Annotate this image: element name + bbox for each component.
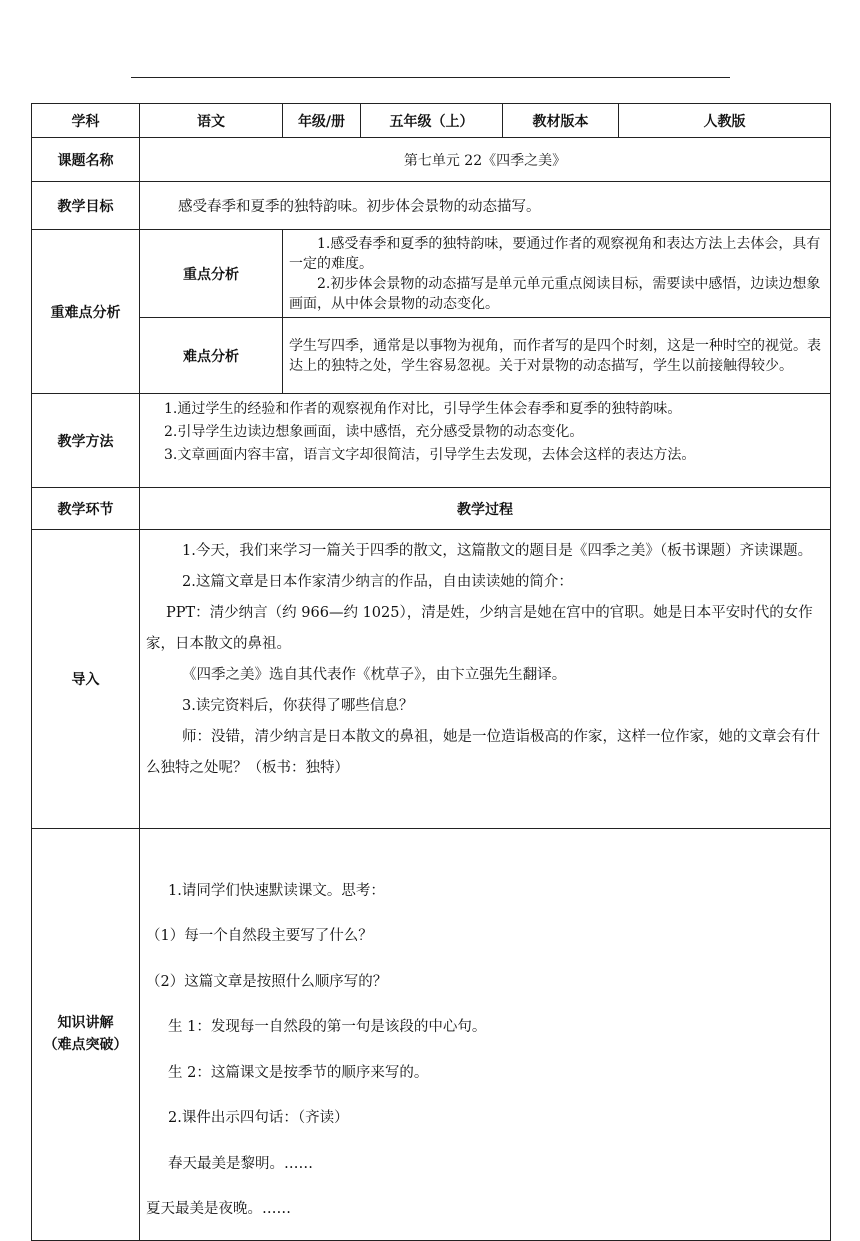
difficult-analysis-label: 难点分析: [140, 318, 283, 394]
knowledge-line: 1.请同学们快速默读课文。思考：: [168, 882, 385, 899]
section-label: 教学环节: [32, 488, 140, 530]
intro-paragraph: 《四季之美》选自其代表作《枕草子》，由卞立强先生翻译。: [182, 667, 567, 683]
key-analysis-line: 2.初步体会景物的动态描写是单元单元重点阅读目标，需要读中感悟，边读边想象画面，从中体会景物的动态变化。: [289, 275, 821, 312]
knowledge-label: [32, 829, 140, 1241]
difficult-analysis-row: [32, 318, 831, 394]
edition-value: 人教版: [619, 104, 831, 138]
method-list: [140, 394, 831, 488]
knowledge-line: 生 2：这篇课文是按季节的顺序来写的。: [168, 1064, 429, 1081]
difficult-analysis-text: 学生写四季，通常是以事物为视角，而作者写的是四个时刻，这是一种时空的视觉。表达上的独特之处，学生容易忽视。关于对景物的动态描写，学生以前接触得较少。: [283, 318, 831, 394]
goal-label: 教学目标: [32, 182, 140, 230]
key-analysis-label: 重点分析: [140, 230, 283, 318]
lesson-row: [32, 138, 831, 182]
intro-content: [140, 530, 831, 829]
knowledge-line: 夏天最美是夜晚。……: [146, 1201, 291, 1217]
goal-text: 感受春季和夏季的独特韵味。初步体会景物的动态描写。: [140, 182, 831, 230]
method-item: 1.通过学生的经验和作者的观察视角作对比，引导学生体会春季和夏季的独特韵味。: [164, 401, 682, 417]
method-item: 3.文章画面内容丰富，语言文字却很简洁，引导学生去发现，去体会这样的表达方法。: [164, 447, 696, 463]
subject-value: 语文: [140, 104, 283, 138]
lesson-title: 第七单元 22《四季之美》: [140, 138, 831, 182]
knowledge-label-line1: 知识讲解: [57, 1015, 114, 1032]
intro-paragraph: 2.这篇文章是日本作家清少纳言的作品，自由读读她的简介：: [182, 574, 573, 590]
intro-row: [32, 530, 831, 829]
intro-paragraph: PPT：清少纳言（约 966—约 1025），清是姓，少纳言是她在宫中的官职。她是日本平安时代的女作家，日本散文的鼻祖。: [146, 605, 813, 652]
process-header-row: [32, 488, 831, 530]
knowledge-row: [32, 829, 831, 1241]
lesson-label: 课题名称: [32, 138, 140, 182]
knowledge-content: [140, 829, 831, 1241]
knowledge-line: 春天最美是黎明。……: [168, 1155, 313, 1172]
method-item: 2.引导学生边读边想象画面，读中感悟，充分感受景物的动态变化。: [164, 424, 584, 440]
intro-label: 导入: [32, 530, 140, 829]
method-row: [32, 394, 831, 488]
intro-paragraph: 3.读完资料后，你获得了哪些信息？: [182, 698, 414, 714]
grade-label: 年级/册: [283, 104, 361, 138]
knowledge-label-line2: （难点突破）: [43, 1037, 128, 1054]
knowledge-line: 生 1：发现每一自然段的第一句是该段的中心句。: [168, 1019, 487, 1035]
intro-paragraph: 1.今天，我们来学习一篇关于四季的散文，这篇散文的题目是《四季之美》（板书课题）齐读课题。: [182, 543, 813, 559]
knowledge-line: （1）每一个自然段主要写了什么？: [146, 928, 373, 944]
method-label: 教学方法: [32, 394, 140, 488]
process-label: 教学过程: [140, 488, 831, 530]
lesson-plan-table: [31, 103, 831, 1241]
grade-value: 五年级（上）: [361, 104, 503, 138]
analysis-label: 重难点分析: [32, 230, 140, 394]
edition-label: 教材版本: [503, 104, 619, 138]
knowledge-line: （2）这篇文章是按照什么顺序写的？: [146, 973, 388, 990]
subject-label: 学科: [32, 104, 140, 138]
key-analysis-text: [283, 230, 831, 318]
key-analysis-line: 1.感受春季和夏季的独特韵味，要通过作者的观察视角和表达方法上去体会，具有一定的难度。: [289, 235, 821, 272]
intro-paragraph: 师：没错，清少纳言是日本散文的鼻祖，她是一位造诣极高的作家，这样一位作家，她的文章会有什么独特之处呢？（板书：独特）: [146, 729, 820, 776]
info-row: [32, 104, 831, 138]
knowledge-line: 2.课件出示四句话：（齐读）: [168, 1110, 349, 1126]
goal-row: [32, 182, 831, 230]
header-rule: [131, 77, 730, 78]
key-analysis-row: [32, 230, 831, 318]
